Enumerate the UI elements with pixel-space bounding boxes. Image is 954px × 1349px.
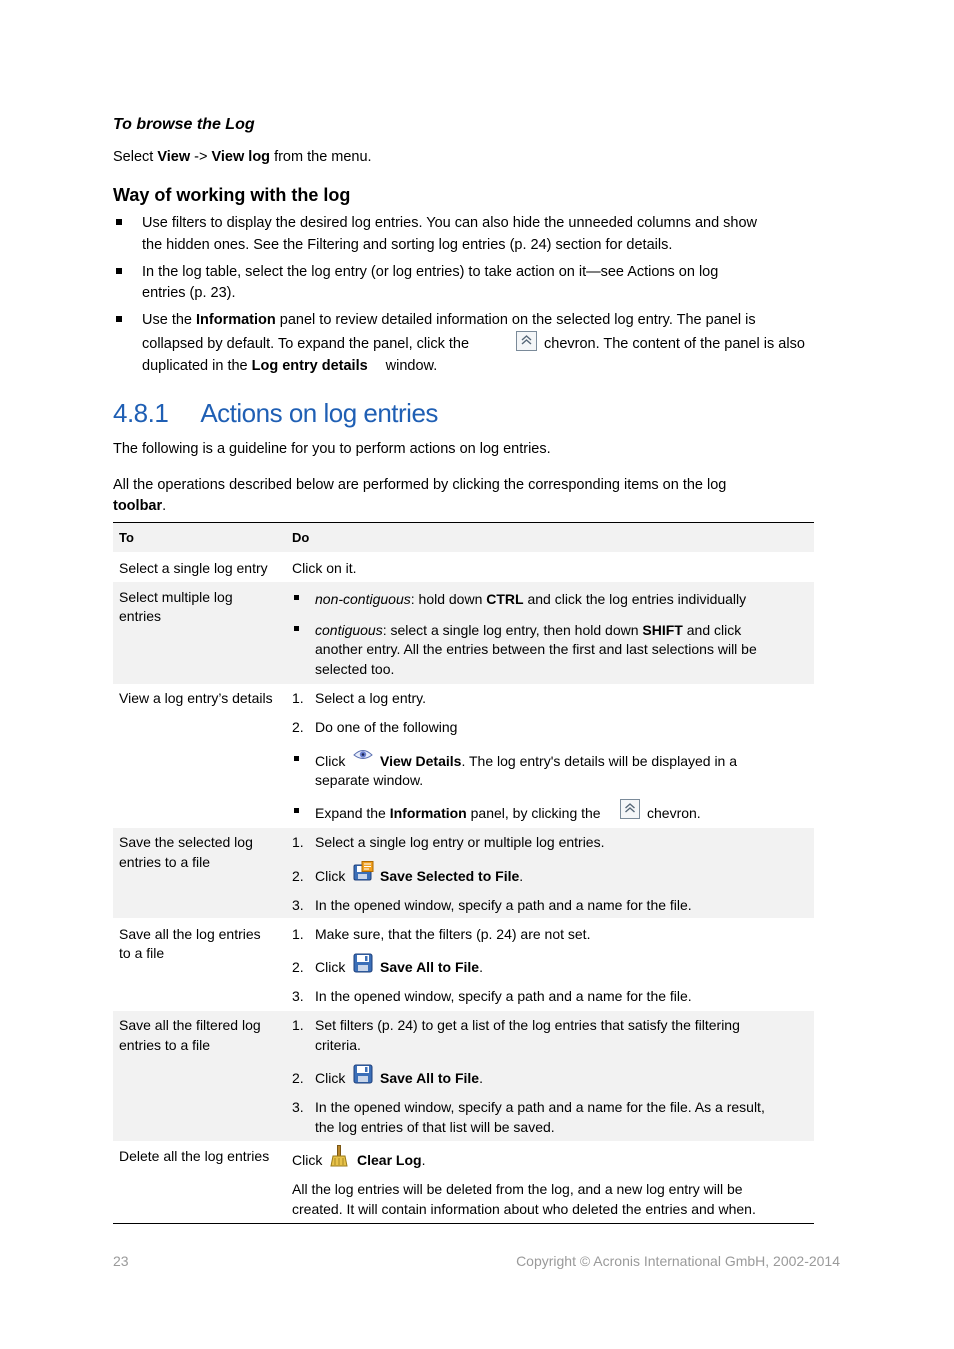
- row7-paragraph-line-1: All the log entries will be deleted from the log, and a new log entry will be: [292, 1181, 743, 1197]
- row5-step-2-text: [380, 957, 483, 977]
- way-heading: Way of working with the log: [113, 185, 351, 205]
- row2-do-a: [315, 589, 746, 609]
- page-number: 23: [113, 1253, 129, 1269]
- text: : hold down: [410, 591, 487, 607]
- text: .: [479, 959, 483, 975]
- save-selected-label: Save Selected to File: [380, 868, 520, 884]
- row4-step-1: Select a single log entry or multiple log entries.: [315, 834, 605, 850]
- floppy-disk-icon: [353, 1064, 373, 1088]
- row7-to: Delete all the log entries: [119, 1148, 270, 1164]
- key-shift: SHIFT: [642, 622, 683, 638]
- step-number: 1.: [292, 926, 304, 942]
- text: panel, by clicking the: [466, 805, 601, 821]
- row3-option-expand: [315, 803, 601, 823]
- row5-step-2-click: Click: [315, 959, 346, 975]
- row2-do-b-line-3: selected too.: [315, 661, 395, 677]
- way-bullet-2-line-1: In the log table, select the log entry (or log entries) to take action on it—see Actions on log: [142, 264, 719, 280]
- information-panel-label: Information: [196, 312, 276, 328]
- row4-step-3: In the opened window, specify a path and a name for the file.: [315, 897, 692, 913]
- row7-paragraph-line-2: created. It will contain information about who deleted the entries and when.: [292, 1201, 756, 1217]
- menu-view: View: [157, 149, 191, 165]
- chevron-up-icon: [516, 331, 537, 355]
- row2-to-line-2: entries: [119, 608, 162, 624]
- way-bullet-3-line-2a: collapsed by default. To expand the panel, click the: [142, 336, 470, 352]
- intro-paragraph-1: The following is a guideline for you to perform actions on log entries.: [113, 441, 551, 457]
- way-bullet-3-line-1: [142, 310, 756, 330]
- row6-step-2-text: [380, 1068, 483, 1088]
- row6-to-line-2: entries to a file: [119, 1037, 211, 1053]
- browse-paragraph: [113, 147, 372, 167]
- row4-to-line-1: Save the selected log: [119, 834, 253, 850]
- row5-to-line-2: to a file: [119, 945, 165, 961]
- table-bottom-rule: [113, 1223, 814, 1224]
- row1-do: Click on it.: [292, 560, 357, 576]
- bullet: [116, 219, 122, 225]
- step-number: 3.: [292, 897, 304, 913]
- row1-to: Select a single log entry: [119, 560, 268, 576]
- text: Use the: [142, 312, 196, 328]
- step-number: 2.: [292, 719, 304, 735]
- step-number: 3.: [292, 1099, 304, 1115]
- row6-step-1-line-2: criteria.: [315, 1037, 361, 1053]
- row3-step-1: Select a log entry.: [315, 690, 427, 706]
- text: Select: [113, 149, 158, 165]
- step-number: 1.: [292, 834, 304, 850]
- row2-to-line-1: Select multiple log: [119, 589, 233, 605]
- way-bullet-2-line-2: entries (p. 23).: [142, 285, 236, 301]
- text: and click: [682, 622, 742, 638]
- clear-log-label: Clear Log: [357, 1152, 422, 1168]
- row3-step-2: Do one of the following: [315, 719, 458, 735]
- table-header-bg: [113, 523, 814, 552]
- bullet: [294, 808, 299, 813]
- row4-step-2-text: [380, 866, 523, 886]
- section-heading: [113, 396, 438, 430]
- row6-to-line-1: Save all the filtered log: [119, 1017, 261, 1033]
- section-title: Actions on log entries: [200, 398, 438, 428]
- bullet: [116, 316, 122, 322]
- way-bullet-3-line-3: [142, 356, 437, 376]
- broom-icon: [330, 1145, 348, 1171]
- intro-paragraph-2-line-2: [113, 496, 166, 516]
- row3-option-view-line-2: separate window.: [315, 772, 424, 788]
- row4-to-line-2: entries to a file: [119, 854, 211, 870]
- row6-step-2-click: Click: [315, 1070, 346, 1086]
- text: ->: [190, 149, 212, 165]
- table-header-to: To: [119, 530, 134, 545]
- way-bullet-3-line-2b: chevron. The content of the panel is also: [544, 336, 805, 352]
- text: .: [519, 868, 524, 884]
- step-number: 2.: [292, 1070, 304, 1086]
- row4-step-2-click: Click: [315, 868, 346, 884]
- bullet: [294, 626, 299, 631]
- text: and click the log entries individually: [523, 591, 747, 607]
- step-number: 1.: [292, 690, 304, 706]
- menu-view-log: View log: [211, 149, 271, 165]
- text: Expand the: [315, 805, 390, 821]
- bullet: [294, 595, 299, 600]
- way-bullet-1-line-2: the hidden ones. See the Filtering and sorting log entries (p. 24) section for details.: [142, 237, 673, 253]
- information-panel-label: Information: [389, 805, 467, 821]
- text: .: [162, 498, 167, 514]
- intro-paragraph-2-line-1: All the operations described below are performed by clicking the corresponding items on the log: [113, 477, 727, 493]
- toolbar-label: toolbar: [113, 498, 163, 514]
- text: window.: [385, 358, 438, 374]
- row7-text: [357, 1150, 425, 1170]
- row3-option-view-click: Click: [315, 753, 346, 769]
- text: from the menu.: [270, 149, 372, 165]
- copyright: Copyright © Acronis International GmbH, 2002-2014: [516, 1253, 840, 1269]
- row3-option-expand-end: chevron.: [647, 805, 701, 821]
- step-number: 2.: [292, 868, 304, 884]
- row5-to-line-1: Save all the log entries: [119, 926, 261, 942]
- row2-do-b-line-2: another entry. All the entries between the first and last selections will be: [315, 641, 757, 657]
- row5-step-1: Make sure, that the filters (p. 24) are not set.: [315, 926, 591, 942]
- save-all-label: Save All to File: [380, 959, 480, 975]
- text: .: [421, 1152, 426, 1168]
- text: . The log entry's details will be displayed in a: [461, 753, 738, 769]
- browse-heading: To browse the Log: [113, 116, 255, 133]
- text: : select a single log entry, then hold down: [382, 622, 643, 638]
- row3-to: View a log entry’s details: [119, 690, 273, 706]
- step-number: 3.: [292, 988, 304, 1004]
- key-ctrl: CTRL: [486, 591, 524, 607]
- bullet: [294, 756, 299, 761]
- section-number: 4.8.1: [113, 398, 169, 428]
- log-entry-details-label: Log entry details: [251, 358, 368, 374]
- bullet: [116, 268, 122, 274]
- chevron-up-icon: [620, 799, 640, 823]
- row2-do-b-line-1: [315, 620, 741, 640]
- step-number: 2.: [292, 959, 304, 975]
- row6-step-3-line-1: In the opened window, specify a path and a name for the file. As a result,: [315, 1099, 765, 1115]
- text: panel to review detailed information on the selected log entry. The panel is: [275, 312, 756, 328]
- row6-step-3-line-2: the log entries of that list will be saved.: [315, 1119, 555, 1135]
- text: non-contiguous: [315, 591, 411, 607]
- text: contiguous: [315, 622, 383, 638]
- save-all-label: Save All to File: [380, 1070, 480, 1086]
- row6-step-1-line-1: Set filters (p. 24) to get a list of the log entries that satisfy the filtering: [315, 1017, 740, 1033]
- step-number: 1.: [292, 1017, 304, 1033]
- view-details-label: View Details: [380, 753, 462, 769]
- save-selected-icon: [353, 861, 374, 885]
- table-header-do: Do: [292, 530, 310, 545]
- eye-icon: [353, 748, 373, 766]
- row7-click: Click: [292, 1152, 323, 1168]
- floppy-disk-icon: [353, 953, 373, 977]
- text: duplicated in the: [142, 358, 252, 374]
- row5-step-3: In the opened window, specify a path and a name for the file.: [315, 988, 692, 1004]
- way-bullet-1-line-1: Use filters to display the desired log entries. You can also hide the unneeded columns and show: [142, 215, 758, 231]
- text: .: [479, 1070, 483, 1086]
- row3-option-view-text: [380, 751, 737, 771]
